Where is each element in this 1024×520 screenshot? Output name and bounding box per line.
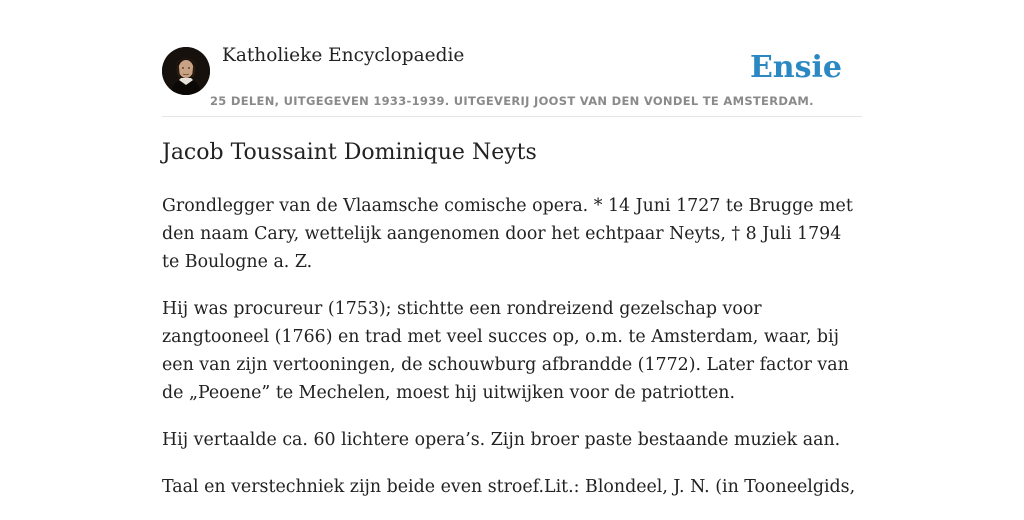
article-paragraph: Grondlegger van de Vlaamsche comische opera. * 14 Juni 1727 te Brugge met den naam Cary, wettelijk aangenomen door het echtpaar Neyts, † 8 Juli 1794 te Boulogne a. Z. [162,196,853,272]
site-subtitle: 25 DELEN, UITGEGEVEN 1933-1939. UITGEVERIJ JOOST VAN DEN VONDEL TE AMSTERDAM. [210,94,814,108]
portrait-avatar-icon[interactable] [162,47,210,95]
brand-logo-link[interactable]: Ensie [749,50,842,85]
article-paragraph: Hij vertaalde ca. 60 lichtere opera’s. Zijn broer paste bestaande muziek aan. [162,430,841,450]
article-paragraph: Taal en verstechniek zijn beide even stroef.Lit.: Blondeel, J. N. (in Tooneelgids, [162,477,856,497]
article-body [162,192,862,520]
article-paragraph: Hij was procureur (1753); stichtte een rondreizend gezelschap voor zangtooneel (1766) en trad met veel succes op, o.m. te Amsterdam, waar, bij een van zijn vertooningen, de schouwburg afbrandde (1772). Later factor van de „Peoene” te Mechelen, moest hij uitwijken voor de patriotten. [162,299,849,403]
article-title: Jacob Toussaint Dominique Neyts [162,140,537,165]
site-header [162,0,862,117]
page [162,0,862,497]
site-title[interactable]: Katholieke Encyclopaedie [222,45,465,66]
